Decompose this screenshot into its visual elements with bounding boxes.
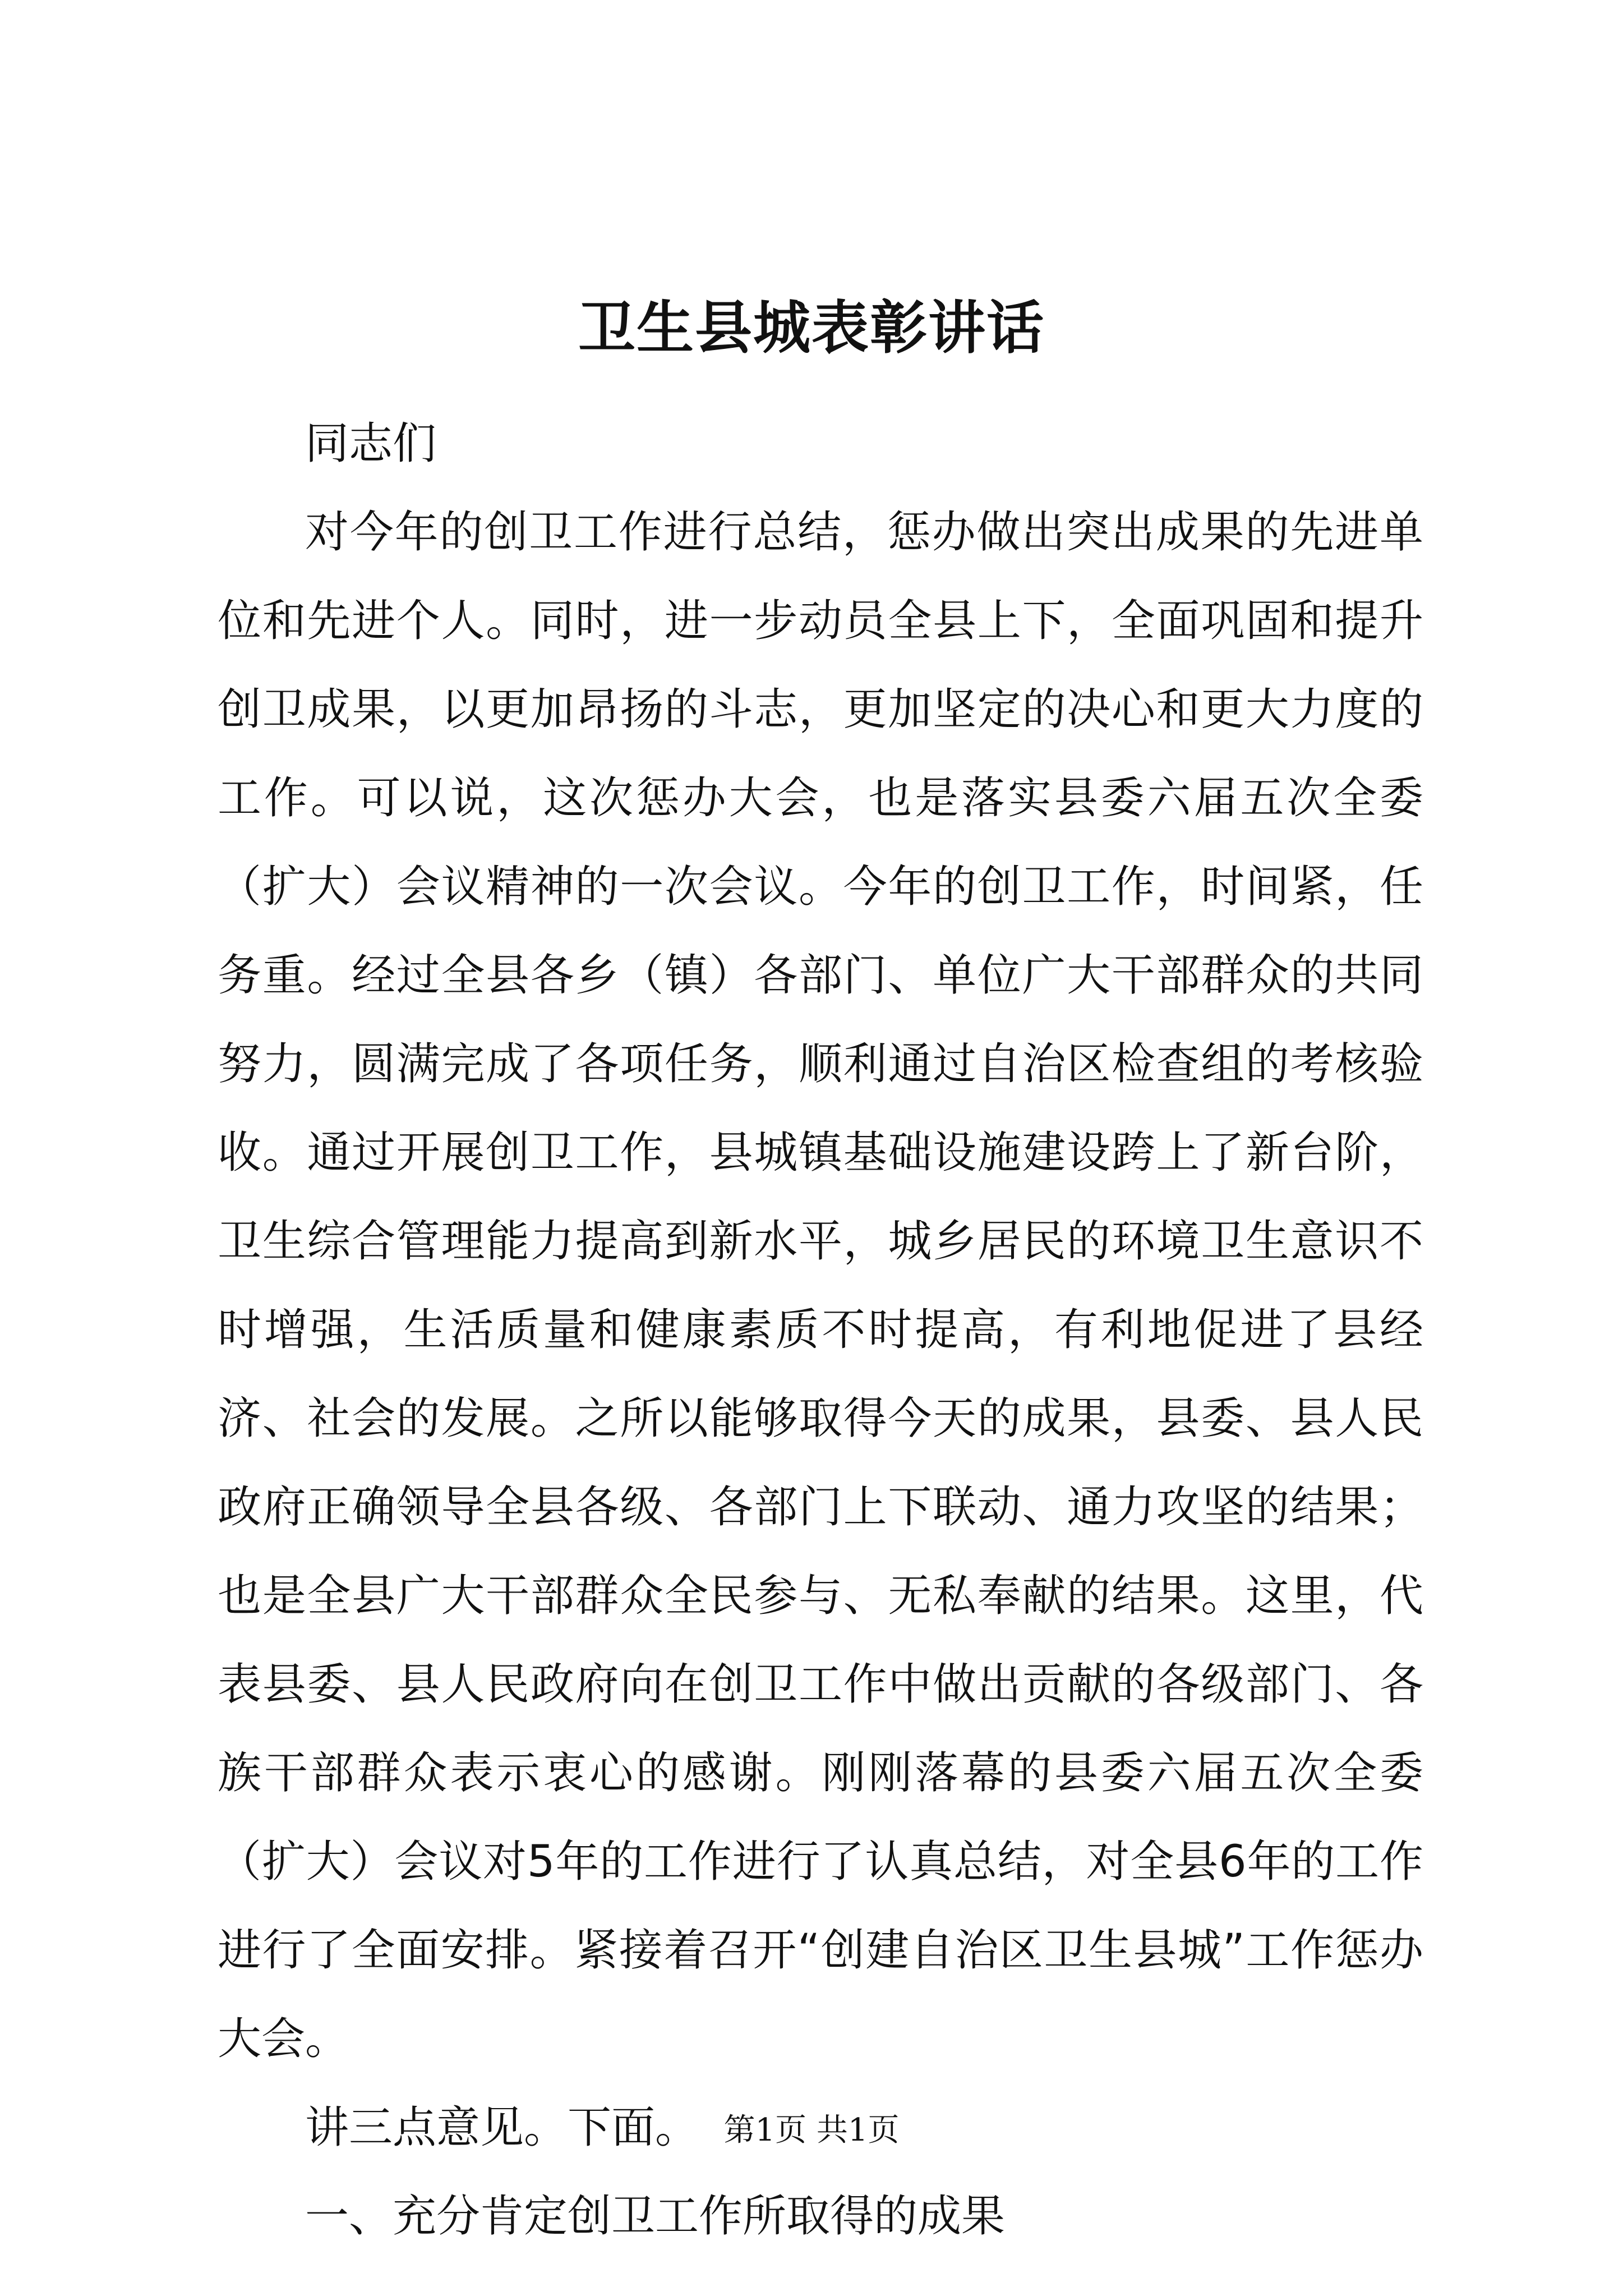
salutation: 同志们 <box>305 418 437 469</box>
page-footer: 第1页 共1页 <box>723 2112 900 2148</box>
section-heading: 一、充分肯定创卫工作所取得的成果 <box>305 2191 1006 2242</box>
body-paragraph: 讲三点意见。下面。 <box>305 2102 699 2153</box>
document-title: 卫生县城表彰讲话 <box>578 295 1045 362</box>
document-body <box>218 399 1423 2261</box>
body-paragraph: 对今年的创卫工作进行总结，惩办做出突出成果的先进单位和先进个人。同时，进一步动员全县上下，全面巩固和提升创卫成果，以更加昂扬的斗志，更加坚定的决心和更大力度的工作。可以说，这次惩办大会，也是落实县委六届五次全委（扩大）会议精神的一次会议。今年的创卫工作，时间紧，任务重。经过全县各乡（镇）各部门、单位广大干部群众的共同努力，圆满完成了各项任务，顺利通过自治区检查组的考核验收。通过开展创卫工作，县城镇基础设施建设跨上了新台阶，卫生综合管理能力提高到新水平，城乡居民的环境卫生意识不时增强，生活质量和健康素质不时提高，有利地促进了县经济、社会的发展。之所以能够取得今天的成果，县委、县人民政府正确领导全县各级、各部门上下联动、通力攻坚的结果；也是全县广大干部群众全民参与、无私奉献的结果。这里，代表县委、县人民政府向在创卫工作中做出贡献的各级部门、各族干部群众表示衷心的感谢。刚刚落幕的县委六届五次全委（扩大）会议对5年的工作进行了认真总结，对全县6年的工作进行了全面安排。紧接着召开“创建自治区卫生县城”工作惩办大会。 <box>218 507 1423 2064</box>
